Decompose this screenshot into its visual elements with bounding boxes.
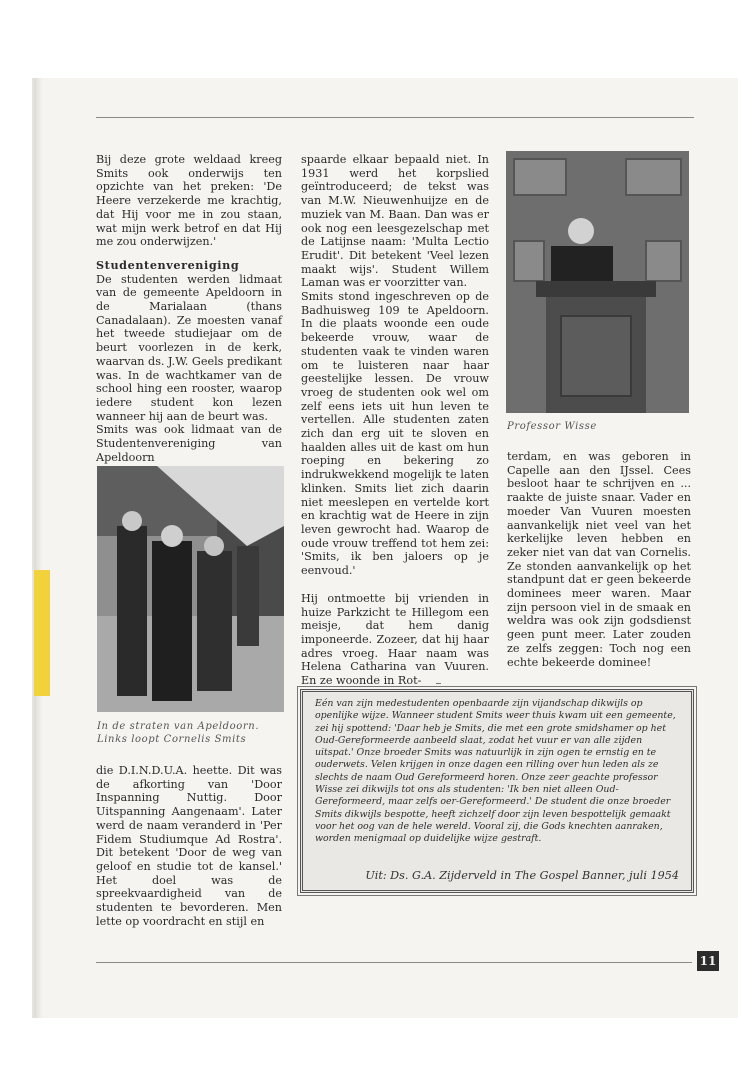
paragraph-studentenvereniging: Smits was ook lidmaat van de Studentenvereniging van Apeldoorn: [96, 423, 282, 464]
column-2: [301, 153, 489, 688]
top-rule: [96, 117, 694, 118]
photo-street-apeldoorn: [97, 466, 284, 712]
divider-dash: [436, 683, 441, 684]
quote-source: Uit: Ds. G.A. Zijderveld in The Gospel Banner, juli 1954: [365, 869, 679, 882]
quote-box: [300, 689, 694, 893]
paragraph-korpslied: spaarde elkaar bepaald niet. In 1931 werd het korpslied geïntroduceerd; de tekst was van M.W. Nieuwenhuijze en de muziek van M. Baan. Dan was er ook nog een leesgezelschap met de Latijnse naam: 'Multa Lectio Erudit'. Dit betekent 'Veel lezen maakt wijs'. Student Willem Laman was er voorzitter van.: [301, 153, 489, 290]
professor-photo-illustration: [506, 151, 689, 413]
quote-text: Eén van zijn medestudenten openbaarde zijn vijandschap dikwijls op openlijke wijze. Wanneer student Smits weer thuis kwam uit een gemeente, zei hij spottend: 'Daar heb je Smits, die met een grote smidshamer op het Oud-Gereformeerde aanbeeld slaat, zodat het vuur er van alle zijden uitspat.' Onze broeder Smits was natuurlijk in zijn ogen te ernstig en te ouderwets. Velen krijgen in onze dagen een rilling over hun leden als ze slechts de naam Oud Gereformeerd horen. Onze zeer geachte professor Wisse zei dikwijls tot ons als studenten: 'Ik ben niet alleen Oud-Gereformeerd, maar zelfs oer-Gereformeerd.' De student die onze broeder Smits dikwijls bespotte, heeft zichzelf door zijn leven bespottelijk gemaakt voor het oog van de hele wereld. Vooral zij, die Gods knechten aanraken, worden menigmaal op duidelijke wijze gestraft.: [315, 698, 676, 845]
paragraph-badhuisweg: Smits stond ingeschreven op de Badhuisweg 109 te Apeldoorn. In die plaats woonde een oude bekeerde vrouw, waar de studenten vaak te vinden waren om te luisteren naar haar geestelijke lessen. De vrouw vroeg de studenten ook wel om zelf eens iets uit hun leven te vertellen. Alle studenten zaten zich dan erg uit te sloven en haalden alles uit de kast om hun roeping en bekering zo indrukwekkend mogelijk te laten klinken. Smits liet zich daarin niet meeslepen en vertelde kort en krachtig wat de Heere in zijn leven gewrocht had. Waarop de oude vrouw treffend tot hem zei: 'Smits, ik ben jaloers op je eenvoud.': [301, 290, 489, 578]
column-1-bottom: [96, 764, 282, 928]
yellow-edge-tab: [34, 570, 50, 696]
caption-street: In de straten van Apeldoorn. Links loopt Cornelis Smits: [97, 721, 260, 745]
column-3: [507, 450, 691, 669]
page-gutter-shadow: [34, 78, 42, 1018]
bottom-rule: [96, 962, 692, 963]
paragraph-dindua: die D.I.N.D.U.A. heette. Dit was de afkorting van 'Door Inspanning Nuttig. Door Uitspanning Aangenaam'. Later werd de naam veranderd in 'Per Fidem Studiumque Ad Rostra'. Dit betekent 'Door de weg van geloof en studie tot de kansel.' Het doel was de spreekvaardigheid van de studenten te bevorderen. Men lette op voordracht en stijl en: [96, 764, 282, 928]
paragraph-hillegom: Hij ontmoette bij vrienden in huize Parkzicht te Hillegom een meisje, dat hem danig imponeerde. Zozeer, dat hij haar adres vroeg. Haar naam was Helena Catharina van Vuuren. En ze woonde in Rot-: [301, 591, 489, 688]
street-photo-illustration: [97, 466, 284, 712]
paragraph-rotterdam: terdam, en was geboren in Capelle aan den IJssel. Cees besloot haar te schrijven en ... raakte de juiste snaar. Vader en moeder Van Vuuren moesten aanvankelijk niet veel van het kerkelijke leven hebben en zeker niet van dat van Cornelis. Ze stonden aanvankelijk op het standpunt dat er geen bekeerde dominees meer waren. Maar zijn persoon viel in de smaak en weldra was ook zijn godsdienst geen punt meer. Later zouden ze zelfs zeggen: Toch nog een echte bekeerde dominee!: [507, 450, 691, 669]
photo-professor-wisse: [506, 151, 689, 413]
paragraph-lidmaat: De studenten werden lidmaat van de gemeente Apeldoorn in de Marialaan (thans Canadalaan). Ze moesten vanaf het tweede studiejaar om de beurt voorlezen in de kerk, waarvan ds. J.W. Geels predikant was. In de wachtkamer van de school hing een rooster, waarop iedere student kon lezen wanneer hij aan de beurt was.: [96, 272, 282, 423]
page-number: 11: [697, 951, 719, 971]
paragraph-weldaad: Bij deze grote weldaad kreeg Smits ook onderwijs ten opzichte van het preken: 'De Heere verzekerde me krachtig, dat Hij voor me in zou staan, wat mijn werk betrof en dat Hij me zou onderwijzen.': [96, 153, 282, 249]
column-1-top: [96, 153, 282, 464]
section-heading-studentenvereniging: Studentenvereniging: [96, 257, 240, 272]
caption-professor: Professor Wisse: [507, 421, 597, 432]
